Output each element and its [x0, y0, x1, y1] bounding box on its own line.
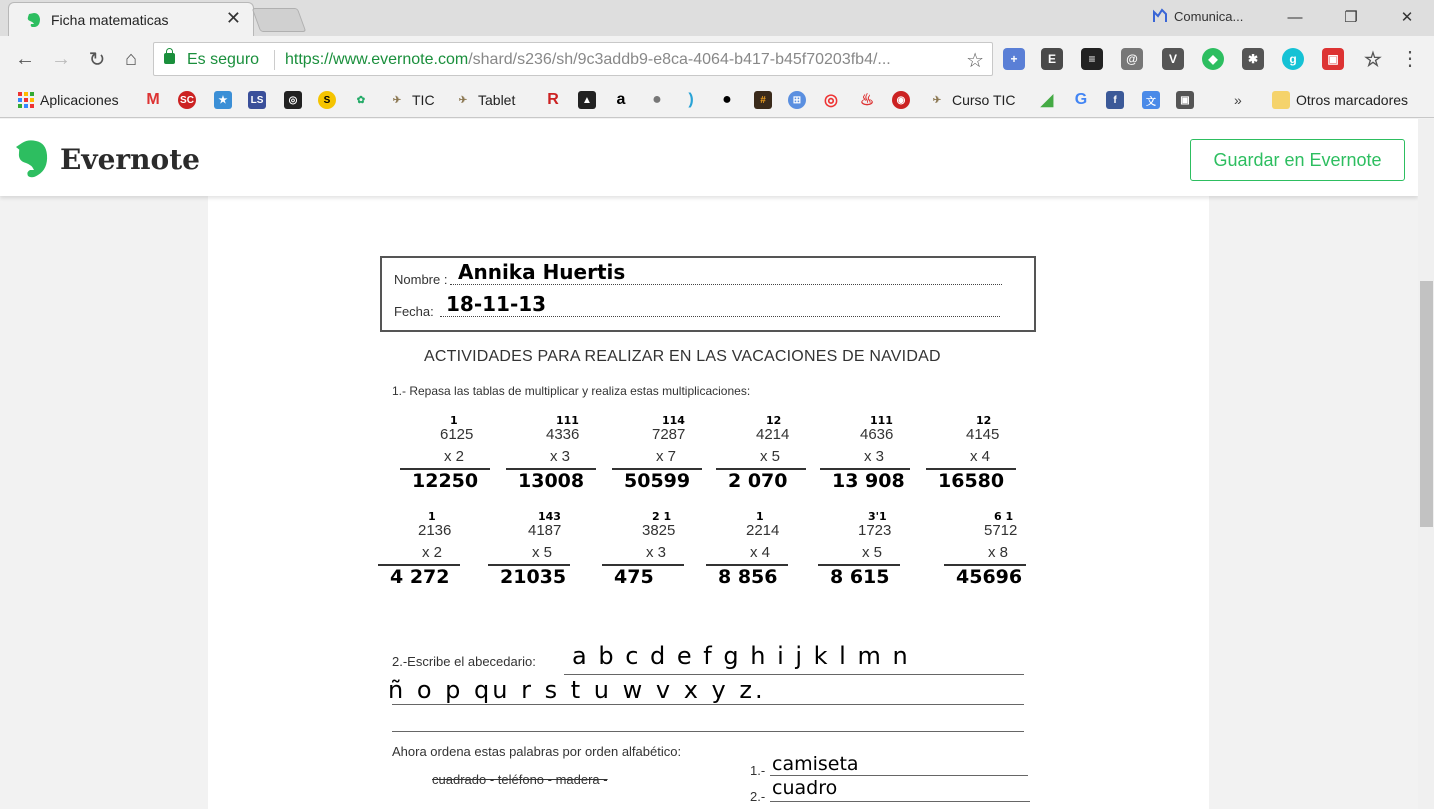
target-icon: ◎ [824, 92, 838, 109]
product-answer: 50599 [624, 470, 691, 492]
carry-digits: 143 [538, 510, 561, 523]
bookmark-other[interactable] [1272, 90, 1408, 110]
word-list: cuadrado - teléfono - madera - [432, 772, 608, 787]
extension-brain-icon[interactable]: @ [1121, 48, 1143, 70]
carry-digits: 111 [556, 414, 579, 427]
bookmark-grid[interactable] [788, 90, 806, 110]
product-answer: 8 615 [830, 566, 890, 588]
multiplier: x 4 [970, 448, 991, 465]
apple-icon: ● [652, 91, 662, 108]
extension-shield-icon[interactable]: ◆ [1202, 48, 1224, 70]
bookmark-facebook[interactable] [1106, 90, 1124, 110]
multiplicand: 4636 [860, 426, 894, 443]
page-content [0, 119, 1418, 809]
ls-icon: LS [248, 91, 266, 109]
menu-icon[interactable]: ⋮ [1400, 48, 1420, 70]
bookmark-photo[interactable] [1176, 90, 1194, 110]
answer-2-number: 2.- [750, 789, 766, 804]
profile-icon [1152, 8, 1168, 24]
multiplier: x 2 [444, 448, 465, 465]
carry-digits: 6 1 [994, 510, 1014, 523]
url-text [285, 51, 891, 69]
name-line [450, 284, 1002, 285]
folder-curso-icon: ✈ [932, 94, 942, 106]
multiplier: x 3 [864, 448, 885, 465]
carry-digits: 3'1 [868, 510, 887, 523]
bookmark-apps[interactable] [18, 90, 119, 110]
minimize-button[interactable]: — [1287, 8, 1303, 26]
camera-icon: ◎ [284, 91, 302, 109]
bookmark-amazon[interactable] [612, 90, 630, 110]
extension-screencast-icon[interactable]: ▣ [1322, 48, 1344, 70]
extension-star-icon[interactable]: ☆ [1364, 48, 1382, 71]
product-answer: 4 272 [390, 566, 450, 588]
bookmark-star-site[interactable] [214, 90, 232, 110]
carry-digits: 1 [428, 510, 436, 523]
multiplier: x 5 [532, 544, 553, 561]
worksheet-heading: ACTIVIDADES PARA REALIZAR EN LAS VACACIONES DE NAVIDAD [424, 348, 941, 365]
alphabet-rule-2 [392, 704, 1024, 705]
hash-icon: # [754, 91, 772, 109]
bookmark-other-label: Otros marcadores [1296, 92, 1409, 108]
turtle-icon: ✿ [356, 94, 366, 106]
alphabet-line-1: a b c d e f g h i j k l m n [572, 642, 910, 670]
leaf-icon: ◢ [1040, 92, 1054, 109]
multiplicand: 3825 [642, 522, 676, 539]
url-path: /shard/s236/sh/9c3addb9-e8ca-4064-b417-b45f70203fb4/... [468, 51, 891, 68]
multiplier: x 5 [862, 544, 883, 561]
tab-strip [0, 0, 1434, 36]
instruction-3: Ahora ordena estas palabras por orden alfabético: [392, 744, 682, 759]
bookmark-gmail[interactable] [144, 90, 162, 110]
apps-grid-icon [18, 92, 34, 108]
product-answer: 475 [614, 566, 654, 588]
address-bar[interactable] [153, 42, 993, 76]
bookmark-translate[interactable] [1142, 90, 1160, 110]
fire-icon: ♨ [859, 92, 875, 109]
bookmark-apple-2[interactable] [718, 90, 736, 110]
product-answer: 12250 [412, 470, 479, 492]
bookmarks-overflow[interactable]: » [1234, 92, 1242, 108]
answer-2: cuadro [772, 777, 838, 799]
multiplicand: 4214 [756, 426, 790, 443]
tab-active[interactable] [8, 2, 254, 36]
instruction-2: 2.-Escribe el abecedario: [392, 654, 536, 669]
bookmark-tablet-label: Tablet [478, 92, 516, 108]
grid-icon: ⊞ [788, 91, 806, 109]
new-tab-button[interactable] [252, 8, 307, 32]
dark-site-icon: ▲ [578, 91, 596, 109]
url-scheme: https:// [285, 51, 334, 68]
carry-digits: 1 [450, 414, 458, 427]
extension-puzzle-icon[interactable]: ✱ [1242, 48, 1264, 70]
answer-1-number: 1.- [750, 763, 766, 778]
multiplicand: 5712 [984, 522, 1018, 539]
restore-button[interactable]: ❐ [1344, 9, 1358, 26]
name-box [380, 256, 1036, 332]
bookmark-apps-label: Aplicaciones [40, 92, 119, 108]
folder-tic-icon: ✈ [392, 94, 402, 106]
alphabet-rule-3 [392, 731, 1024, 732]
r-icon: R [547, 91, 559, 108]
folder-icon [1272, 91, 1290, 109]
multiplier: x 7 [656, 448, 677, 465]
bookmark-tic-label: TIC [412, 92, 435, 108]
bookmark-circle[interactable] [892, 90, 910, 110]
multiplier: x 3 [646, 544, 667, 561]
multiplicand: 1723 [858, 522, 892, 539]
star-site-icon: ★ [214, 91, 232, 109]
worksheet-image [354, 234, 1056, 809]
multiplicand: 4145 [966, 426, 1000, 443]
lock-icon [164, 53, 175, 64]
multiplicand: 6125 [440, 426, 474, 443]
evernote-logo[interactable] [14, 139, 200, 179]
multiplier: x 5 [760, 448, 781, 465]
amazon-icon: a [616, 91, 626, 108]
secure-label: Es seguro [187, 51, 260, 68]
s-icon: S [318, 91, 336, 109]
photo-icon: ▣ [1176, 91, 1194, 109]
date-line [440, 316, 1000, 317]
instruction-1: 1.- Repasa las tablas de multiplicar y realiza estas multiplicaciones: [392, 384, 751, 398]
elephant-icon [14, 139, 50, 179]
carry-digits: 12 [766, 414, 782, 427]
page-scrollbar[interactable] [1418, 119, 1434, 809]
extension-translate-icon[interactable]: + [1003, 48, 1025, 70]
sc-icon: SC [178, 91, 196, 109]
multiplicand: 2136 [418, 522, 452, 539]
close-window-button[interactable]: ✕ [1400, 9, 1414, 26]
name-value: Annika Huertis [458, 260, 626, 284]
forward-button[interactable]: → [51, 47, 71, 70]
tab-title: Ficha matematicas [51, 12, 169, 28]
bookmark-instagram[interactable] [284, 90, 302, 110]
product-answer: 13008 [518, 470, 585, 492]
bookmark-green[interactable] [1038, 90, 1056, 110]
url-host: www.evernote.com [333, 51, 469, 68]
note-page [208, 196, 1209, 809]
tab-close-icon[interactable]: ✕ [225, 8, 241, 28]
translate-icon: 文 [1142, 91, 1160, 109]
bookmark-hash[interactable] [754, 90, 772, 110]
multiplicand: 7287 [652, 426, 686, 443]
carry-digits: 111 [870, 414, 893, 427]
profile-label: Comunica... [1174, 8, 1244, 24]
bookmark-curso-label: Curso TIC [952, 92, 1016, 108]
answer-rule-2 [770, 801, 1030, 802]
carry-digits: 1 [756, 510, 764, 523]
carry-digits: 114 [662, 414, 685, 427]
folder-tablet-icon: ✈ [458, 94, 468, 106]
scrollbar-thumb[interactable] [1420, 281, 1433, 527]
date-label: Fecha: [394, 304, 434, 319]
answer-rule-1 [770, 775, 1028, 776]
extension-evernote-icon[interactable]: E [1041, 48, 1063, 70]
bookmark-tic[interactable] [388, 90, 435, 110]
multiplicand: 4336 [546, 426, 580, 443]
date-value: 18-11-13 [446, 292, 547, 316]
product-answer: 21035 [500, 566, 567, 588]
bookmark-sc[interactable] [178, 90, 196, 110]
bookmark-tablet[interactable] [454, 90, 515, 110]
save-to-evernote-button[interactable]: Guardar en Evernote [1190, 139, 1405, 181]
answer-1: camiseta [772, 753, 859, 775]
bookmark-star-icon[interactable]: ☆ [966, 50, 984, 72]
alphabet-rule-1 [564, 674, 1024, 675]
alphabet-line-2: ñ o p qu r s t u w v x y z. [388, 676, 766, 704]
evernote-favicon-icon [25, 11, 43, 29]
apple-black-icon: ● [722, 91, 732, 108]
multiplier: x 3 [550, 448, 571, 465]
back-button[interactable]: ← [15, 47, 35, 70]
record-icon: ◉ [892, 91, 910, 109]
bookmark-apple-1[interactable] [648, 90, 666, 110]
omnibox-separator [274, 50, 275, 70]
gmail-icon: M [146, 91, 160, 108]
product-answer: 2 070 [728, 470, 788, 492]
bookmark-swirl[interactable] [682, 90, 700, 110]
bookmark-turtle[interactable] [352, 90, 370, 110]
bookmark-r[interactable] [544, 90, 562, 110]
extension-layers-icon[interactable]: ≡ [1081, 48, 1103, 70]
bookmark-ls[interactable] [248, 90, 266, 110]
carry-digits: 2 1 [652, 510, 672, 523]
bookmarks-bar [0, 82, 1434, 118]
reload-button[interactable]: ↻ [88, 48, 106, 71]
home-button[interactable]: ⌂ [124, 47, 138, 70]
toolbar [0, 36, 1434, 82]
logo-text: Evernote [60, 142, 200, 176]
bookmark-curso-tic[interactable] [928, 90, 1016, 110]
evernote-header [0, 119, 1418, 196]
bookmark-dark[interactable] [578, 90, 596, 110]
multiplicand: 4187 [528, 522, 562, 539]
google-icon: G [1074, 91, 1088, 108]
browser-chrome [0, 0, 1434, 119]
multiplier: x 4 [750, 544, 771, 561]
product-answer: 45696 [956, 566, 1023, 588]
swirl-icon: ) [688, 91, 694, 108]
multiplier: x 8 [988, 544, 1009, 561]
product-answer: 13 908 [832, 470, 905, 492]
name-label: Nombre : [394, 272, 448, 287]
multiplier: x 2 [422, 544, 443, 561]
bookmark-fire[interactable] [858, 90, 876, 110]
extension-pocket-icon[interactable]: V [1162, 48, 1184, 70]
product-answer: 8 856 [718, 566, 778, 588]
profile-button[interactable] [1152, 8, 1243, 24]
bookmark-s[interactable] [318, 90, 336, 110]
facebook-icon: f [1106, 91, 1124, 109]
bookmark-target[interactable] [822, 90, 840, 110]
carry-digits: 12 [976, 414, 992, 427]
bookmark-google[interactable] [1072, 90, 1090, 110]
multiplicand: 2214 [746, 522, 780, 539]
product-answer: 16580 [938, 470, 1005, 492]
extension-grammarly-icon[interactable]: g [1282, 48, 1304, 70]
